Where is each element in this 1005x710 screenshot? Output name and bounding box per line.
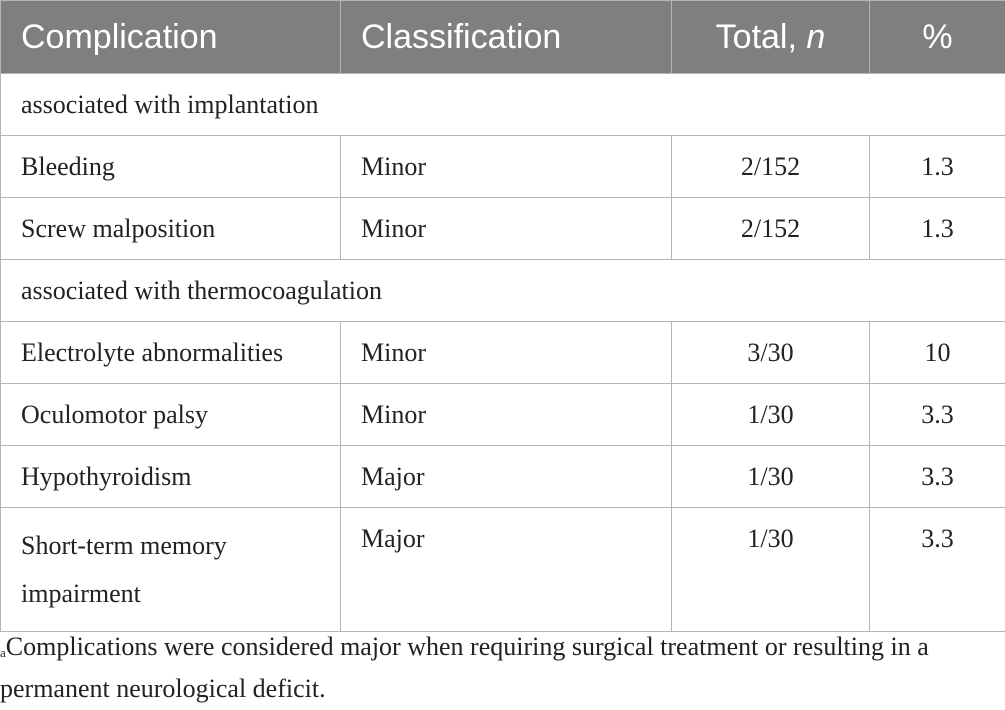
cell-classification-text: Major: [361, 524, 425, 553]
table-row: [1, 446, 1005, 508]
cell-classification: [341, 508, 672, 632]
section-row: [1, 260, 1005, 322]
table-row: [1, 384, 1005, 446]
cell-classification: Major: [341, 446, 672, 508]
cell-total: 2/152: [672, 198, 870, 260]
header-complication: Complication: [1, 1, 341, 74]
header-percent: %: [870, 1, 1005, 74]
cell-complication: Short-term memory impairment: [1, 508, 341, 632]
cell-total: 1/30: [672, 384, 870, 446]
cell-percent: 3.3: [870, 446, 1005, 508]
cell-complication: Hypothyroidism: [1, 446, 341, 508]
cell-complication: Screw malposition: [1, 198, 341, 260]
cell-percent: 3.3: [870, 508, 1005, 632]
cell-complication: Electrolyte abnormalities: [1, 322, 341, 384]
table-footnote: [0, 626, 1000, 710]
header-total-n: n: [806, 18, 825, 56]
table-row: [1, 322, 1005, 384]
section-title: associated with thermocoagulation: [1, 260, 1005, 322]
section-title: associated with implantation: [1, 74, 1005, 136]
header-total: [672, 1, 870, 74]
header-total-label: Total,: [716, 18, 807, 56]
cell-total: 2/152: [672, 136, 870, 198]
cell-total: 1/30: [672, 508, 870, 632]
cell-classification: Minor: [341, 136, 672, 198]
table-row: [1, 198, 1005, 260]
section-row: [1, 74, 1005, 136]
cell-classification: Minor: [341, 384, 672, 446]
header-classification: Classification: [341, 1, 672, 74]
cell-percent: 1.3: [870, 136, 1005, 198]
cell-total: 1/30: [672, 446, 870, 508]
cell-total: 3/30: [672, 322, 870, 384]
cell-complication: Bleeding: [1, 136, 341, 198]
table-row: [1, 508, 1005, 632]
cell-classification: Minor: [341, 322, 672, 384]
cell-classification: Minor: [341, 198, 672, 260]
cell-complication: Oculomotor palsy: [1, 384, 341, 446]
table-row: [1, 136, 1005, 198]
cell-percent: 10: [870, 322, 1005, 384]
cell-percent: 3.3: [870, 384, 1005, 446]
header-row: [1, 1, 1005, 74]
footnote-marker: a: [0, 645, 6, 660]
footnote-text: Complications were considered major when requiring surgical treatment or resulting in a permanent neurological deficit.: [0, 632, 929, 703]
cell-percent: 1.3: [870, 198, 1005, 260]
